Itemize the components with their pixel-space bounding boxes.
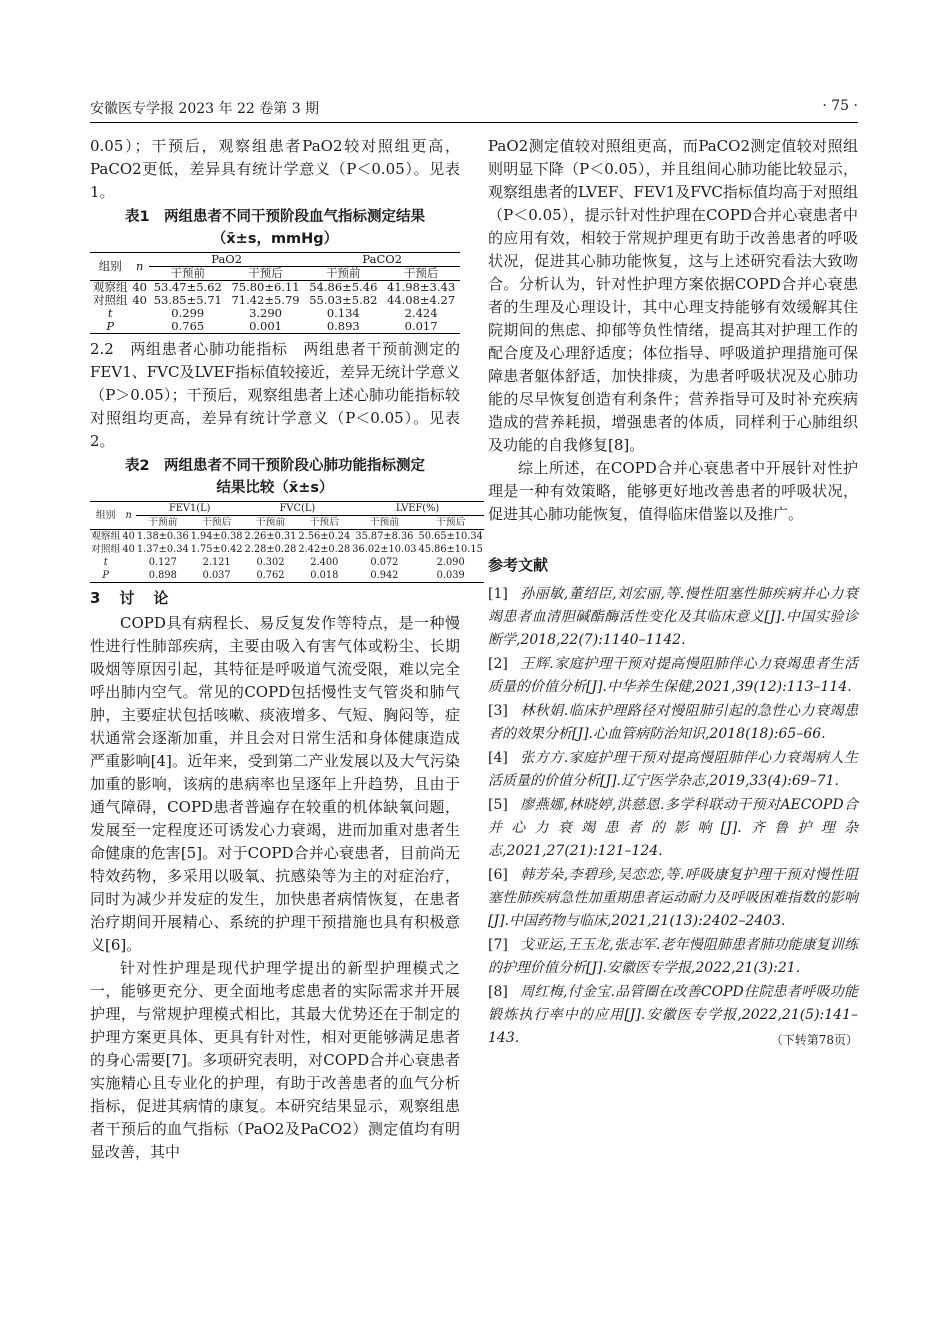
reference-item: [1] 孙丽敏,董绍臣,刘宏丽,等.慢性阻塞性肺疾病并心力衰竭患者血清胆碱酯酶活性变化及其临床意义[J].中国实验诊断学,2018,22(7):1140–1142.: [488, 586, 858, 648]
results-paragraph-1: 0.05）；干预后，观察组患者PaO2较对照组更高，PaCO2更低，差异具有统计学意义（P＜0.05）。见表1。: [90, 137, 460, 201]
th-n: n: [121, 502, 135, 530]
th-lvef: LVEF(%): [351, 502, 484, 516]
right-column: [488, 135, 858, 1052]
th-after: 干预后: [309, 517, 339, 528]
table-row: P 0.898 0.037 0.762 0.018 0.942 0.039: [90, 569, 484, 583]
th-pao2: PaO2: [149, 253, 305, 267]
table1-caption: [90, 206, 460, 250]
left-column: [90, 135, 483, 1164]
th-after: 干预后: [248, 266, 283, 280]
reference-item: [8] 周红梅,付金宝.品管圈在改善COPD住院患者呼吸功能锻炼执行率中的应用[J].安徽医专学报,2022,21(5):141–143.: [488, 984, 858, 1046]
table-row: 对照组 40 53.85±5.71 71.42±5.79 55.03±5.82 44.08±4.27: [92, 293, 456, 307]
th-after: 干预后: [403, 266, 439, 280]
th-before: 干预前: [326, 266, 361, 280]
results-paragraph-2: 2.2 两组患者心肺功能指标 两组患者干预前测定的FEV1、FVC及LVEF指标值较接近，差异无统计学意义（P＞0.05）；干预后，观察组患者上述心肺功能指标较对照组均更高，差异有统计学意义（P＜0.05）。见表2。: [90, 340, 460, 450]
table1-caption-line2: （x̄±s，mmHg）: [211, 231, 339, 247]
section-heading-discussion: 3 讨 论: [90, 589, 171, 607]
reference-item: [5] 廖燕娜,林晓婷,洪慈恩.多学科联动干预对AECOPD合并心力衰竭患者的影响[J].齐鲁护理杂志,2021,27(21):121–124.: [488, 797, 858, 859]
journal-info: 安徽医专学报 2023 年 22 卷第 3 期: [90, 101, 320, 117]
reference-item: [7] 戈亚运,王玉龙,张志军.老年慢阻肺患者肺功能康复训练的护理价值分析[J].安徽医专学报,2022,21(3):21.: [488, 937, 858, 976]
table-row: 对照组 40 1.37±0.34 1.75±0.42 2.28±0.28 2.42±0.28 36.02±10.03 45.86±10.15: [91, 544, 483, 555]
table-row: P 0.765 0.001 0.893 0.017: [90, 320, 460, 334]
table-row: 观察组 40 53.47±5.62 75.80±6.11 54.86±5.46 41.98±3.43: [90, 281, 460, 295]
th-after: 干预后: [436, 517, 466, 528]
table-row: 观察组 40 1.38±0.36 1.94±0.38 2.26±0.31 2.56±0.24 35.87±8.36 50.65±10.34: [91, 531, 483, 542]
header-rule: [90, 122, 858, 123]
table2-caption-line2: 结果比较（x̄±s）: [216, 480, 334, 496]
table1: [90, 252, 460, 334]
th-fvc: FVC(L): [244, 502, 352, 516]
discussion-paragraph-1: COPD具有病程长、易反复发作等特点，是一种慢性进行性肺部疾病，主要由吸入有害气体或粉尘、长期吸烟等原因引起，其特征是呼吸道气流受限，难以完全呼出肺内空气。常见的COPD包括慢性支气管炎和肺气肿，主要症状包括咳嗽、痰液增多、气短、胸闷等，症状通常会逐渐加重，并且会对日常生活和身体健康造成严重影响[4]。近年来，受到第二产业发展以及大气污染加重的影响，该病的患病率也呈逐年上升趋势，且由于通气障碍，COPD患者普遍存在较重的机体缺氧问题，发展至一定程度还可诱发心力衰竭，进而加重对患者生命健康的危害[5]。对于COPD合并心衰患者，目前尚无特效药物，多采用以吸氧、抗感染等为主的对症治疗，同时为减少并发症的发生，加快患者病情恢复，在患者治疗期间开展精心、系统的护理干预措施也具有积极意义[6]。: [90, 614, 460, 954]
running-header: [90, 98, 858, 120]
th-group: 组别: [90, 253, 130, 281]
th-n: n: [130, 253, 148, 281]
table-row: t 0.299 3.290 0.134 2.424: [107, 306, 438, 320]
page-number: · 75 ·: [822, 98, 858, 114]
continued-note: （下转第78页）: [770, 1033, 858, 1047]
table2-caption: [90, 455, 460, 499]
reference-item: [3] 林秋娟.临床护理路径对慢阻肺引起的急性心力衰竭患者的效果分析[J].心血管病防治知识,2018(18):65–66.: [488, 703, 858, 742]
th-after: 干预后: [201, 517, 232, 528]
reference-item: [2] 王辉.家庭护理干预对提高慢阻肺伴心力衰竭患者生活质量的价值分析[J].中华养生保健,2021,39(12):113–114.: [488, 656, 858, 695]
th-before: 干预前: [170, 266, 206, 280]
discussion-paragraph-2: 针对性护理是现代护理学提出的新型护理模式之一，能够更充分、更全面地考虑患者的实际需求并开展护理，与常规护理模式相比，其最大优势还在于制定的护理方案更具体、更具有针对性，相对更能够满足患者的身心需要[7]。多项研究表明，对COPD合并心衰患者实施精心且专业化的护理，有助于改善患者的血气分析指标，促进其病情的康复。本研究结果显示，观察组患者干预后的血气指标（PaO2及PaCO2）测定值均有明显改善，其中: [90, 959, 460, 1161]
conclusion-paragraph: 综上所述，在COPD合并心衰患者中开展针对性护理是一种有效策略，能够更好地改善患者的呼吸状况，促进其心肺功能恢复，值得临床借鉴以及推广。: [488, 459, 858, 523]
th-paco2: PaCO2: [304, 253, 460, 267]
reference-item: [6] 韩芳朵,李碧珍,吴恋恋,等.呼吸康复护理干预对慢性阻塞性肺疾病急性加重期患者运动耐力及呼吸困难指数的影响[J].中国药物与临床,2021,21(13):2402–2403.: [488, 867, 858, 929]
references-list: [488, 583, 858, 1050]
th-fev1: FEV1(L): [136, 502, 244, 516]
table1-caption-line1: 表1 两组患者不同干预阶段血气指标测定结果: [124, 209, 426, 225]
table2: [90, 501, 484, 583]
th-before: 干预前: [148, 517, 178, 528]
th-before: 干预前: [369, 517, 400, 528]
references-heading: 参考文献: [488, 556, 549, 574]
th-group: 组别: [90, 502, 121, 530]
reference-item: [4] 张方方.家庭护理干预对提高慢阻肺伴心力衰竭病人生活质量的价值分析[J].辽宁医学杂志,2019,33(4):69–71.: [488, 750, 858, 789]
table2-caption-line1: 表2 两组患者不同干预阶段心肺功能指标测定: [124, 458, 426, 474]
table-row: t 0.127 2.121 0.302 2.400 0.072 2.090: [103, 557, 465, 568]
discussion-paragraph-3: PaO2测定值较对照组更高，而PaCO2测定值较对照组则明显下降（P＜0.05），并且组间心肺功能比较显示，观察组患者的LVEF、FEV1及FVC指标值均高于对照组（P＜0.05），提示针对性护理在COPD合并心衰患者中的应用有效，相较于常规护理更有助于改善患者的呼吸状况，促进其心肺功能恢复，这与上述研究看法大致吻合。分析认为，针对性护理方案依据COPD合并心衰患者的生理及心理设计，其中心理支持能够有效缓解其住院期间的焦虑、抑郁等负性情绪，提高其对护理工作的配合度及心理舒适度；体位指导、呼吸道护理措施可保障患者躯体舒适，加快排痰，为患者呼吸状况及心肺功能的尽早恢复创造有利条件；营养指导可及时补充疾病造成的营养耗损，增强患者的体质，同样利于心肺组织及功能的自我修复[8]。: [488, 137, 858, 454]
th-before: 干预前: [255, 517, 286, 528]
